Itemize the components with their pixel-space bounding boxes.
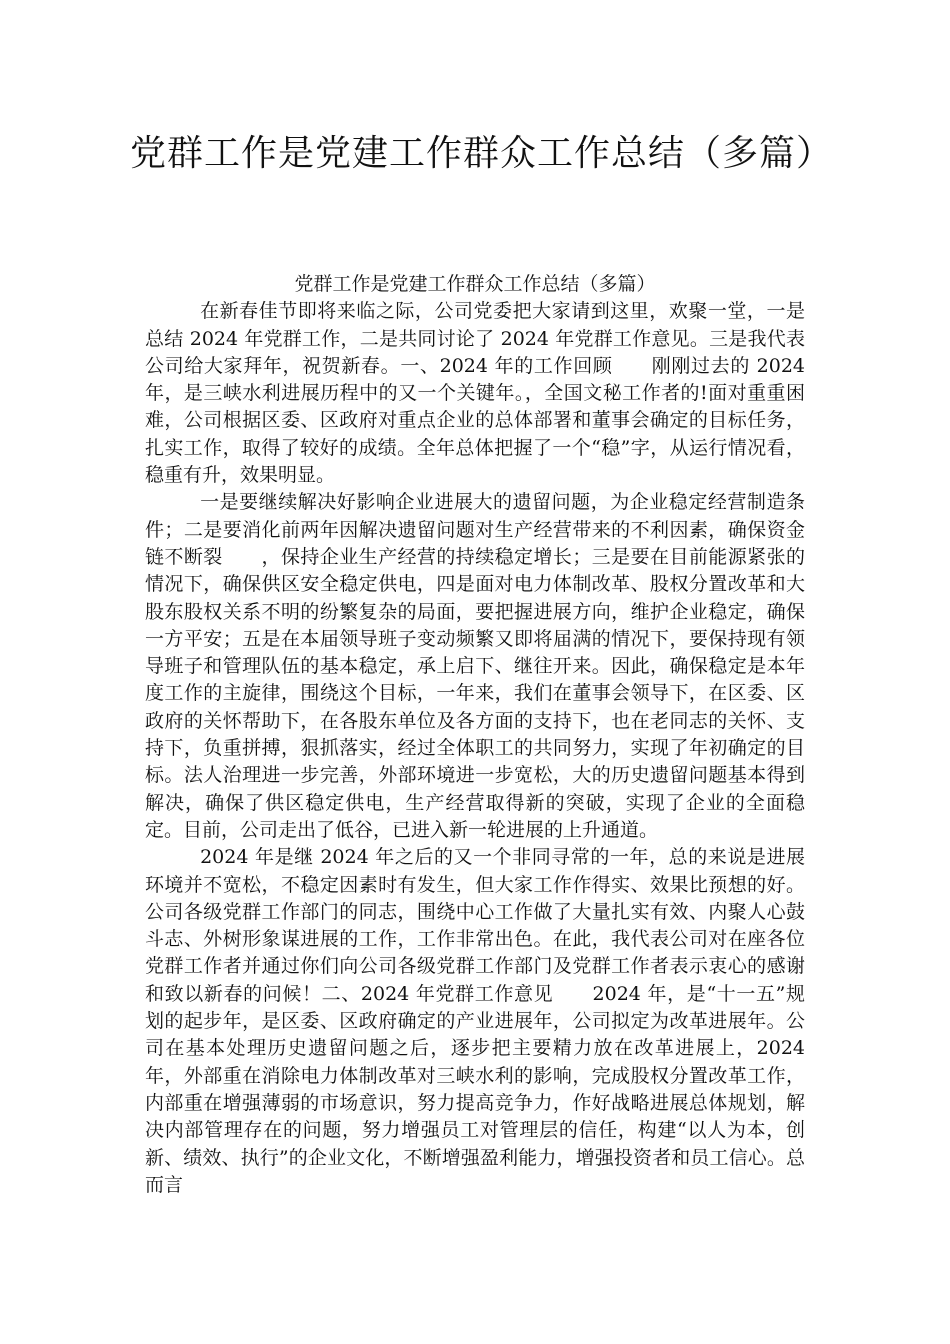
paragraph: 在新春佳节即将来临之际，公司党委把大家请到这里，欢聚一堂，一是总结 2024 年党群工作，二是共同讨论了 2024 年党群工作意见。三是我代表公司给大家拜年，祝贺新春。一、2024 年的工作回顾 刚刚过去的 2024 年，是三峡水利进展历程中的又一个关键年。，全国文秘工作者的!面对重重困难，公司根据区委、区政府对重点企业的总体部署和董事会确定的目标任务，扎实工作，取得了较好的成绩。全年总体把握了一个“稳”字，从运行情况看，稳重有升，效果明显。 — [145, 300, 812, 487]
paragraph: 一是要继续解决好影响企业进展大的遗留问题，为企业稳定经营制造条件；二是要消化前两年因解决遗留问题对生产经营带来的不利因素，确保资金链不断裂 ，保持企业生产经营的持续稳定增长；三是要在目前能源紧张的情况下，确保供区安全稳定供电，四是面对电力体制改革、股权分置改革和大股东股权关系不明的纷繁复杂的局面，要把握进展方向，维护企业稳定，确保一方平安；五是在本届领导班子变动频繁又即将届满的情况下，要保持现有领导班子和管理队伍的基本稳定，承上启下、继往开来。因此，确保稳定是本年度工作的主旋律，围绕这个目标，一年来，我们在董事会领导下，在区委、区政府的关怀帮助下，在各股东单位及各方面的支持下，也在老同志的关怀、支持下，负重拼搏，狠抓落实，经过全体职工的共同努力，实现了年初确定的目标。法人治理进一步完善，外部环境进一步宽松，大的历史遗留问题基本得到解决，确保了供区稳定供电，生产经营取得新的突破，实现了企业的全面稳定。目前，公司走出了低谷，已进入新一轮进展的上升通道。 — [145, 491, 805, 841]
paragraph: 2024 年是继 2024 年之后的又一个非同寻常的一年，总的来说是进展环境并不宽松，不稳定因素时有发生，但大家工作作得实、效果比预想的好。公司各级党群工作部门的同志，围绕中心工作做了大量扎实有效、内聚人心鼓斗志、外树形象谋进展的工作，工作非常出色。在此，我代表公司对在座各位党群工作者并通过你们向公司各级党群工作部门及党群工作者表示衷心的感谢和致以新春的问候！二、2024 年党群工作意见 2024 年，是“十一五”规划的起步年，是区委、区政府确定的产业进展年，公司拟定为改革进展年。公司在基本处理历史遗留问题之后，逐步把主要精力放在改革进展上，2024 年，外部重在消除电力体制改革对三峡水利的影响，完成股权分置改革工作，内部重在增强薄弱的市场意识，努力提高竞争力，作好战略进展总体规划，解决内部管理存在的问题，努力增强员工对管理层的信任，构建“以人为本，创新、绩效、执行”的企业文化，不断增强盈利能力，增强投资者和员工信心。总而言 — [145, 846, 812, 1196]
document-title: 党群工作是党建工作群众工作总结（多篇） — [130, 133, 834, 174]
document-subtitle: 党群工作是党建工作群众工作总结（多篇） — [294, 273, 656, 295]
document-body — [145, 271, 812, 1199]
